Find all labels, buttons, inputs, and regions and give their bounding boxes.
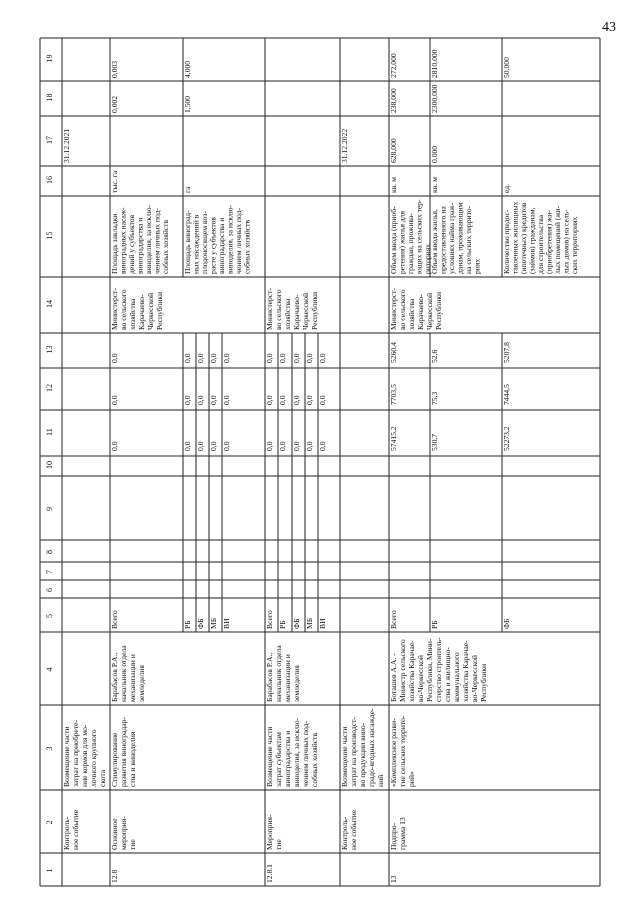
- row-title: рий»: [407, 771, 416, 787]
- row-number: 13: [389, 875, 398, 883]
- indicator-unit: кв. м: [430, 177, 439, 193]
- indicator-value-17: 0,000: [430, 145, 439, 163]
- value-col11: 0,0: [196, 441, 205, 451]
- executor: Карачаево-: [416, 294, 425, 330]
- indicator-name: чением личных под-: [152, 208, 162, 274]
- row-type: Основное: [110, 818, 119, 850]
- value-col13: 0,0: [292, 353, 301, 363]
- column-number: 1: [45, 868, 54, 873]
- row-title: Возмещение части: [265, 726, 274, 787]
- executor: Черкесской: [425, 292, 434, 330]
- row-title: затрат на производст-: [349, 716, 358, 787]
- funding-source: Всего: [389, 610, 398, 629]
- row-title: Возмещение части: [340, 726, 349, 787]
- responsible-person: земледелия: [292, 665, 301, 702]
- value-col13: 0,0: [222, 353, 231, 363]
- indicator-name: расте у субъектов: [208, 217, 218, 274]
- row-title: ние кормов для мо-: [80, 724, 89, 787]
- row-type: тие: [274, 839, 283, 850]
- indicator-value-19: 0,003: [110, 60, 119, 78]
- column-number: 14: [45, 300, 54, 308]
- column-number: 11: [45, 428, 54, 436]
- row-title: виноделия, за исклю-: [292, 717, 301, 787]
- row-type: мероприя-: [119, 816, 128, 850]
- row-title: Стимулирование: [110, 732, 119, 787]
- column-number: 3: [45, 746, 54, 751]
- value-col12: 0,0: [222, 395, 231, 405]
- value-col13: 0,0: [265, 353, 274, 363]
- row-type: тие: [128, 839, 137, 850]
- column-number: 8: [45, 550, 54, 554]
- value-col12: 7444,5: [502, 384, 511, 405]
- indicator-name: ных насаждений в: [191, 214, 201, 274]
- indicator-unit: ед.: [502, 183, 511, 193]
- executor: Черкесской: [146, 292, 155, 330]
- value-col11: 0,0: [278, 441, 287, 451]
- funding-source: ФБ: [502, 618, 511, 629]
- column-number: 7: [45, 570, 54, 574]
- row-type: ное событие: [71, 809, 80, 850]
- row-title: затрат субъектам: [274, 732, 283, 787]
- indicator-name: плодоносящем воз-: [200, 211, 209, 274]
- indicator-name: Объем ввода жилья,: [430, 209, 439, 274]
- column-number: 2: [45, 820, 54, 825]
- executor: во сельского: [274, 289, 283, 330]
- value-col12: 75,3: [430, 391, 439, 405]
- value-col13: 0,0: [183, 353, 192, 363]
- indicator-name: (приобретения) жи-: [544, 210, 554, 274]
- funding-source: РБ: [278, 620, 287, 629]
- funding-source: Всего: [265, 610, 274, 629]
- value-col11: 57415,2: [389, 426, 398, 451]
- funding-source: МБ: [305, 617, 314, 629]
- value-col12: 0,0: [110, 395, 119, 405]
- executor: Черкесской: [301, 292, 310, 330]
- indicator-name: для строительства: [536, 215, 545, 274]
- indicator-name: чением личных под-: [234, 208, 243, 274]
- column-number: 13: [45, 345, 54, 354]
- row-title: ства и виноделия: [128, 731, 137, 787]
- responsible-person: земледелия: [137, 665, 146, 702]
- row-title: тие сельских террито-: [398, 715, 407, 787]
- indicator-value-19: 50,000: [502, 57, 511, 78]
- value-col11: 0,0: [318, 441, 327, 451]
- responsible-person: хозяйства Карачае-: [407, 640, 416, 702]
- value-col13: 0,0: [318, 353, 327, 363]
- column-number: 4: [45, 667, 54, 672]
- funding-source: ФБ: [196, 618, 205, 629]
- responsible-person: Боташев А.А. -: [389, 653, 398, 702]
- indicator-name: ющих на сельских тер-: [414, 199, 424, 274]
- responsible-person: начальник отдела: [274, 645, 283, 702]
- responsible-person: Барабасов Р.А.,: [265, 652, 274, 702]
- indicator-name: ретения) жилья для: [397, 210, 407, 274]
- row-type: Мероприя-: [265, 814, 274, 850]
- page-number: 43: [602, 20, 616, 35]
- indicator-name: собных хозяйств: [242, 219, 252, 274]
- column-number: 18: [45, 93, 54, 102]
- indicator-name: граждан, прожива-: [406, 213, 415, 274]
- funding-source: ФБ: [292, 618, 301, 629]
- indicator-name: условиях найма граж-: [447, 202, 456, 274]
- row-title: собных хозяйств: [310, 732, 319, 787]
- indicator-name: виноделия, за исклю-: [225, 204, 235, 274]
- indicator-name: собных хозяйств: [161, 219, 170, 274]
- responsible-person: Республики, Мини-: [425, 638, 434, 702]
- value-col12: 0,0: [209, 395, 218, 405]
- column-number: 17: [45, 136, 54, 144]
- value-col13: 0,0: [209, 353, 218, 363]
- value-col11: 0,0: [292, 441, 301, 451]
- value-col11: 0,0: [305, 441, 314, 451]
- value-col11: 0,0: [183, 441, 192, 451]
- indicator-unit: кв. м: [389, 177, 398, 193]
- executor: Министерст-: [265, 287, 274, 330]
- indicator-name: (займов) гражданам,: [527, 207, 537, 274]
- responsible-person: ства и жилищно-: [443, 647, 452, 702]
- value-col13: 0,0: [110, 353, 119, 363]
- row-type: Подпро-: [389, 822, 398, 850]
- indicator-name: предоставленного на: [438, 206, 448, 274]
- value-col12: 7703,5: [389, 384, 398, 405]
- indicator-name: виноградарства и: [135, 217, 145, 274]
- responsible-person: Республики: [479, 663, 488, 702]
- value-col13: 0,0: [278, 353, 287, 363]
- indicator-name: Количество предос-: [502, 209, 511, 274]
- indicator-name: лых домов) на сель-: [561, 209, 571, 274]
- indicator-name: риториях: [423, 243, 432, 274]
- row-title: «Комплексное разви-: [389, 718, 398, 787]
- row-title: скота: [98, 769, 107, 787]
- value-col11: 0,0: [222, 441, 231, 451]
- row-number: 12.8.1: [265, 864, 274, 883]
- table-cells: [45, 49, 579, 883]
- responsible-person: во-Черкесской: [470, 655, 479, 702]
- funding-source: РБ: [183, 620, 192, 629]
- row-title: ний: [376, 774, 385, 787]
- indicator-name: виноградных насаж-: [118, 207, 128, 274]
- value-col12: 0,0: [305, 395, 314, 405]
- column-number: 16: [45, 176, 54, 184]
- row-title: лочного крупного: [89, 729, 98, 787]
- funding-source: ВИ: [318, 618, 327, 629]
- responsible-person: механизации и: [128, 654, 137, 702]
- indicator-name: данам, проживающим: [455, 202, 465, 274]
- row-title: затрат на приобрете-: [71, 719, 80, 787]
- executor: Республики: [155, 291, 164, 330]
- row-number: 12.8: [110, 869, 119, 883]
- indicator-value-18: 2300,000: [430, 84, 439, 113]
- responsible-person: коммунального: [452, 652, 461, 702]
- indicator-value-18: 0,002: [110, 95, 119, 113]
- row-type: Контроль-: [340, 816, 349, 850]
- indicator-name: риях: [472, 258, 482, 274]
- column-number: 15: [45, 231, 54, 240]
- row-title: развития виноградар-: [119, 717, 128, 787]
- indicator-name: (ипотечных) кредитов: [519, 202, 528, 274]
- responsible-person: стерство строитель-: [434, 637, 443, 702]
- value-col13: 52,6: [430, 349, 439, 363]
- indicator-name: Площадь закладки: [110, 213, 119, 274]
- value-col12: 0,0: [196, 395, 205, 405]
- responsible-person: механизации и: [283, 654, 292, 702]
- executor: Министерст-: [389, 287, 398, 330]
- executor: Карачаево-: [137, 294, 146, 330]
- executor: во сельского: [398, 289, 407, 330]
- funding-source: МБ: [209, 617, 218, 629]
- responsible-person: хозяйства Карачае-: [461, 640, 470, 702]
- value-col13: 5207,8: [502, 342, 511, 363]
- value-col13: 0,0: [305, 353, 314, 363]
- indicator-name: Площадь виноград-: [183, 210, 192, 274]
- row-title: градо-ягодных насажде-: [367, 708, 376, 787]
- row-type: Контроль-: [62, 816, 71, 850]
- executor: во сельского: [119, 289, 128, 330]
- row-title: чением личных под-: [301, 721, 310, 787]
- executor: Республики: [310, 291, 319, 330]
- indicator-name: ских территориях: [570, 216, 579, 274]
- indicator-unit: тыс. га: [110, 170, 119, 193]
- funding-source: ВИ: [222, 618, 231, 629]
- responsible-person: Барабасов Р.А.,: [110, 652, 119, 702]
- column-number: 5: [45, 614, 54, 618]
- control-date: 31.12.2022: [340, 128, 349, 163]
- indicator-value-19: 2810,000: [430, 49, 439, 78]
- column-number: 9: [45, 507, 54, 511]
- column-number: 6: [45, 588, 54, 592]
- row-title: во продукции вино-: [358, 722, 367, 787]
- value-col13: 0,0: [196, 353, 205, 363]
- responsible-person: во-Черкесской: [416, 655, 425, 702]
- indicator-name: виноградарства и: [217, 217, 226, 274]
- executor: хозяйства: [128, 298, 137, 330]
- funding-source: Всего: [110, 610, 119, 629]
- indicator-unit: га: [183, 186, 192, 193]
- executor: Министерст-: [110, 287, 119, 330]
- indicator-name: виноделия, за исклю-: [144, 204, 153, 274]
- value-col11: 0,0: [110, 441, 119, 451]
- value-col11: 0,0: [265, 441, 274, 451]
- value-col11: 0,0: [209, 441, 218, 451]
- column-number: 19: [45, 54, 54, 63]
- column-number: 10: [45, 461, 54, 469]
- indicator-value-18: 1,500: [183, 95, 192, 113]
- indicator-name: лых помещений (жи-: [553, 205, 562, 274]
- value-col12: 0,0: [183, 395, 192, 405]
- row-type: ное событие: [349, 809, 358, 850]
- responsible-person: Министр сельского: [398, 639, 407, 702]
- responsible-person: начальник отдела: [119, 645, 128, 702]
- control-date: 31.12.2021: [62, 128, 71, 163]
- value-col12: 0,0: [278, 395, 287, 405]
- value-col12: 0,0: [265, 395, 274, 405]
- funding-source: РБ: [430, 620, 439, 629]
- value-col12: 0,0: [292, 395, 301, 405]
- indicator-value-19: 272,000: [389, 53, 398, 78]
- indicator-name: дений у субъектов: [127, 214, 136, 274]
- indicator-value-17: 628,000: [389, 138, 398, 163]
- indicator-value-18: 238,000: [389, 88, 398, 113]
- row-type: грамма 13: [398, 817, 407, 850]
- value-col11: 52273,2: [502, 426, 511, 451]
- column-number: 12: [45, 384, 54, 392]
- value-col13: 5260,4: [389, 342, 398, 363]
- indicator-name: на сельских террито-: [464, 205, 473, 274]
- indicator-value-19: 4,000: [183, 60, 192, 78]
- executor: хозяйства: [283, 298, 292, 330]
- executor: Республики: [434, 291, 443, 330]
- indicator-name: Объем ввода (приоб-: [389, 206, 398, 274]
- value-col11: 530,7: [430, 433, 439, 451]
- executor: Карачаево-: [292, 294, 301, 330]
- row-title: Возмещение части: [62, 726, 71, 787]
- row-title: виноградарства и: [283, 730, 292, 787]
- executor: хозяйства: [407, 298, 416, 330]
- indicator-name: тавленных жилищных: [510, 201, 520, 274]
- value-col12: 0,0: [318, 395, 327, 405]
